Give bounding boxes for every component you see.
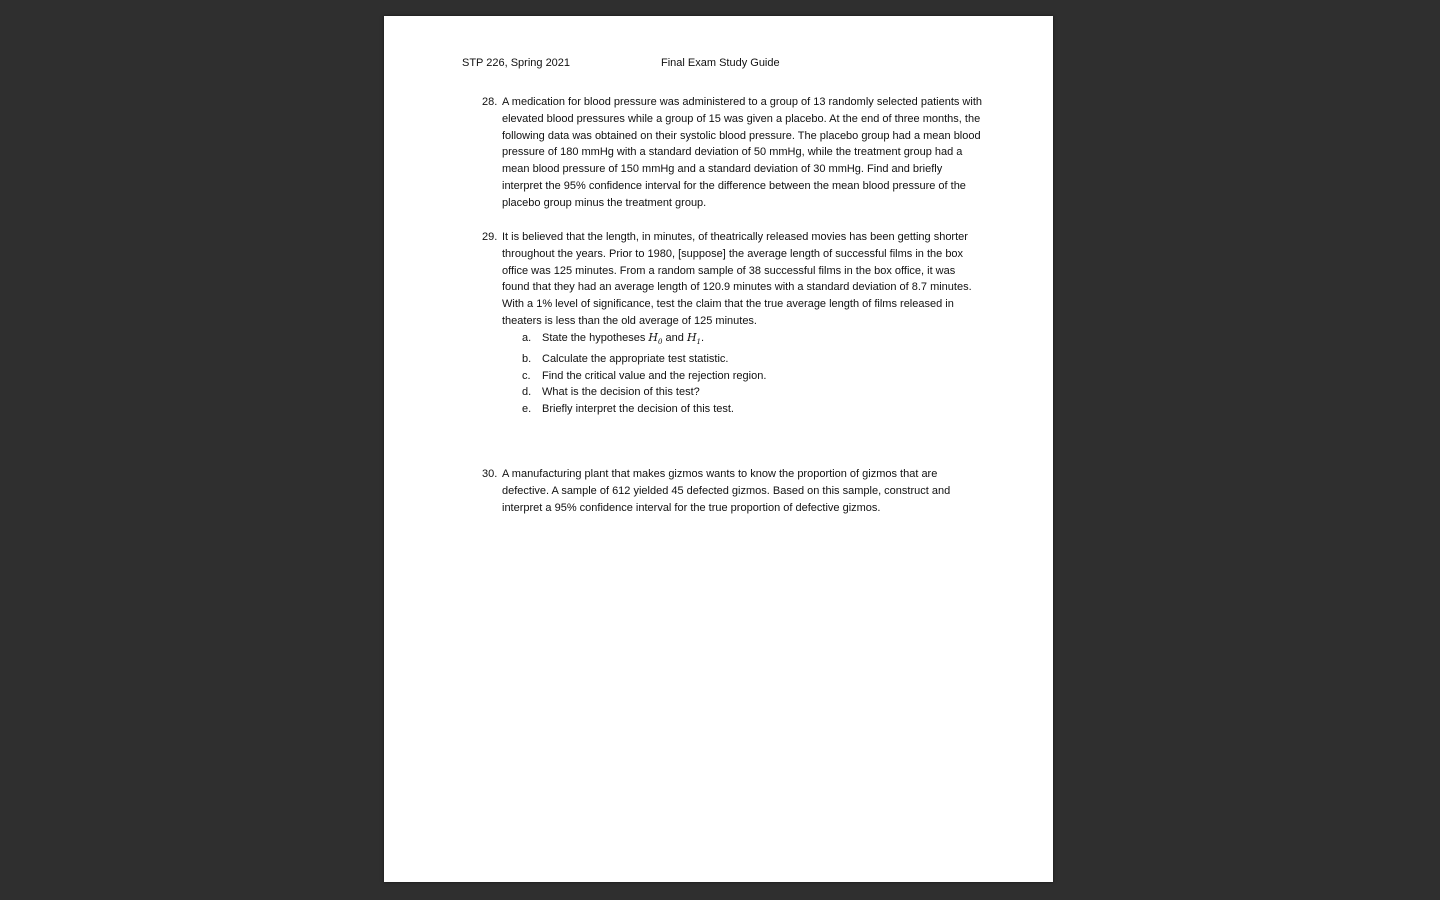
part-e bbox=[522, 401, 982, 418]
part-c bbox=[522, 368, 982, 385]
h0-symbol: $H_0$ bbox=[648, 330, 663, 346]
part-text: Calculate the appropriate test statistic. bbox=[542, 352, 729, 365]
question-28 bbox=[482, 94, 982, 212]
part-d bbox=[522, 384, 982, 401]
part-b bbox=[522, 351, 982, 368]
h1-symbol: $H_1$ bbox=[686, 330, 702, 346]
question-text: It is believed that the length, in minutes, of theatrically released movies has been getting shorter throughout the years. Prior to 1980, [suppose] the average length of successful films in the box office was 125 minutes. From a random sample of 38 successful films in the box office, it was found that they had an average length of 120.9 minutes with a standard deviation of 8.7 minutes. With a 1% level of significance, test the claim that the true average length of films released in theaters is less than the old average of 125 minutes. bbox=[502, 231, 972, 327]
part-label: b. bbox=[522, 352, 532, 365]
part-label: c. bbox=[522, 369, 531, 382]
part-label: a. bbox=[522, 331, 532, 344]
part-text: State the hypotheses $H_0$ and $H_1$. bbox=[542, 330, 705, 346]
header-course: STP 226, Spring 2021 bbox=[462, 57, 571, 69]
part-text: Find the critical value and the rejection region. bbox=[542, 369, 767, 382]
question-29 bbox=[482, 229, 982, 418]
question-number: 30. bbox=[482, 468, 498, 480]
header-title: Final Exam Study Guide bbox=[661, 57, 780, 69]
document-page bbox=[384, 16, 1053, 882]
question-text: A medication for blood pressure was administered to a group of 13 randomly selected patients with elevated blood pressures while a group of 15 was given a placebo. At the end of three months, the following data was obtained on their systolic blood pressure. The placebo group had a mean blood pressure of 180 mmHg with a standard deviation of 50 mmHg, while the treatment group had a mean blood pressure of 150 mmHg and a standard deviation of 30 mmHg. Find and briefly interpret the 95% confidence interval for the difference between the mean blood pressure of the placebo group minus the treatment group. bbox=[502, 96, 982, 209]
question-parts bbox=[522, 330, 982, 418]
question-30 bbox=[482, 466, 982, 516]
part-label: e. bbox=[522, 403, 532, 416]
part-a bbox=[522, 330, 982, 351]
question-text: A manufacturing plant that makes gizmos wants to know the proportion of gizmos that are defective. A sample of 612 yielded 45 defected gizmos. Based on this sample, construct and interpret a 95% confidence interval for the true proportion of defective gizmos. bbox=[502, 468, 951, 514]
question-number: 29. bbox=[482, 231, 498, 243]
part-text: What is the decision of this test? bbox=[542, 386, 700, 399]
part-text: Briefly interpret the decision of this test. bbox=[542, 403, 734, 416]
part-label: d. bbox=[522, 386, 532, 399]
question-number: 28. bbox=[482, 96, 498, 108]
